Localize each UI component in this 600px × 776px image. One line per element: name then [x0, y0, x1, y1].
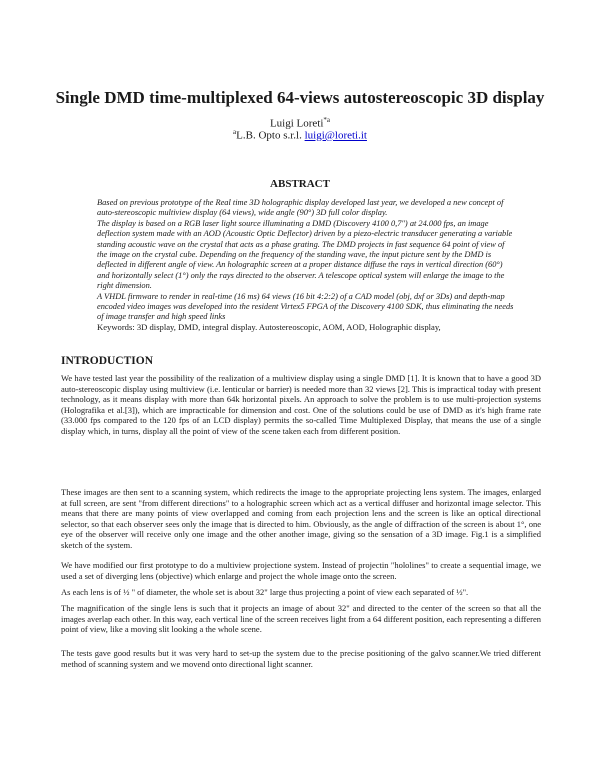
body-paragraph: The tests gave good results but it was very hard to set-up the system due to the precise positioning of the galvo scanner.We tried different method of scanning system and we movend onto directional light scanner.	[61, 648, 541, 669]
email-link[interactable]: luigi@loreti.it	[304, 129, 367, 142]
body-paragraph: We have modified our first prototype to do a multiview projectione system. Instead of projectin "hololines" to create a sequential image, we used a set of diverging lens (objective) which enlarge and project the whole image onto the screen.	[61, 560, 541, 581]
author-superscript: *a	[323, 116, 331, 124]
abstract-paragraph: The display is based on a RGB laser light source illuminating a DMD (Discovery 4100 0,7") at 24.000 fps, an image deflection system made with an AOD (Acoustic Optic Deflector) driven by a piezo-electric transducer generating a variable standing acoustic wave on the crystal that acts as a phase grating. The DMD projects in fast sequence 64 point of view of the image on the crystal cube. Depending on the frequency of the standing wave, the input picture sent by the DMD is deflected in different angle of view. An holographic screen at a proper distance diffuse the rays in vertical direction (60°) and horizontally select (1°) only the rays directed to the observer. A telescope optical system will enlarge the image to the right dimension.	[97, 218, 513, 291]
abstract-paragraph: Based on previous prototype of the Real time 3D holographic display developed last year, we developed a new concept of auto-stereoscopic multiview display (64 views), wide angle (90°) 3D full color display.	[97, 198, 504, 218]
affiliation-line	[0, 128, 600, 142]
affiliation-superscript: a	[233, 128, 237, 136]
abstract-body	[97, 198, 515, 323]
keywords: Keywords: 3D display, DMD, integral display. Autostereoscopic, AOM, AOD, Holographic display,	[97, 322, 441, 332]
body-paragraph: As each lens is of ½ " of diameter, the whole set is about 32" large thus projecting a point of view each separated of ½".	[61, 587, 469, 597]
section-heading-introduction: INTRODUCTION	[61, 355, 154, 367]
body-paragraph: We have tested last year the possibility of the realization of a multiview display using a single DMD [1]. It is known that to have a good 3D auto-stereoscopic display using multiview (i.e. lenticular or barrier) is needed more than 32 views [2]. This is impractical today with present technology, as it means display with more than 64k horizontal pixels. An approach to solve the problem is to use multi-projection systems (Holografika et al.[3]), which are impracticable for dimension and cost. One of the solutions could be use of DMD as it's high frame rate (33.000 fps compared to the 120 fps of an LCD display) permits the so-called Time Multiplexed Display, that means the use of a single display which, in turns, display all the point of view of the scene taken each from different position.	[61, 373, 541, 436]
affiliation: L.B. Opto s.r.l.	[236, 129, 302, 142]
body-paragraph: These images are then sent to a scanning system, which redirects the image to the appropriate projecting lens system. The images, enlarged at full screen, are sent "from different directions" to a holographic screen which act as a vertical diffuser and horizontal image selector. This means that there are many points of view overlapped and coming from each projection lens and the screen is like an optical directional selector, so that each observer sees only the image that is directed to him. Obviously, as the angle of diffraction of the screen is about 1°, one eye of the observer will receive only one image and the other another image, giving so the sensation of a 3D image. Fig.1 is a simplified sketch of the system.	[61, 487, 541, 550]
author-name: Luigi Loreti	[269, 117, 324, 130]
body-paragraph: The magnification of the single lens is such that it projects an image of about 32" and directed to the center of the screen so that all the images averlap each other. In this way, each vertical line of the screen receives light from a 64 different position, each representing a differen point of view, like a moving slit looking a the whole scene.	[61, 603, 541, 635]
paper-title: Single DMD time-multiplexed 64-views autostereoscopic 3D display	[55, 88, 545, 107]
abstract-paragraph: A VHDL firmware to render in real-time (16 ms) 64 views (16 bit 4:2:2) of a CAD model (obj, dxf or 3Ds) and depth-map encoded video images was developed into the resident Virtex5 FPGA of the Discovery 4100 SDK, thus eliminating the needs of image transfer and high speed links	[97, 291, 514, 322]
abstract-heading: ABSTRACT	[270, 178, 330, 190]
